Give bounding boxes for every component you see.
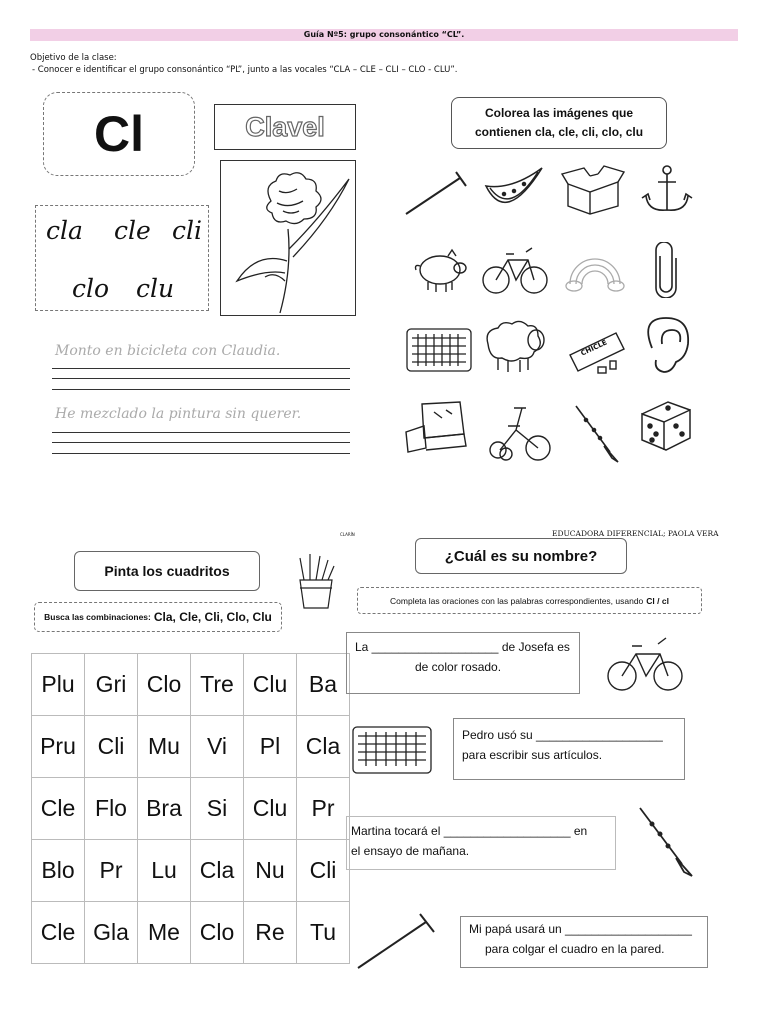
grid-row bbox=[32, 654, 350, 716]
sentence-2-line-2: para escribir sus artículos. bbox=[462, 748, 603, 762]
nail-icon bbox=[354, 910, 442, 972]
busca-values: Cla, Cle, Cli, Clo, Clu bbox=[153, 610, 272, 624]
clarinet-icon bbox=[634, 804, 698, 878]
syllable-grid bbox=[31, 653, 350, 964]
school-logo: CLARÍN bbox=[340, 532, 355, 537]
word-clavel: Clavel bbox=[214, 104, 356, 150]
grid-cell[interactable]: Cle bbox=[32, 778, 85, 840]
sentence-3 bbox=[346, 816, 616, 870]
box-icon bbox=[560, 164, 626, 216]
grid-cell[interactable]: Pru bbox=[32, 716, 85, 778]
sheep-icon bbox=[482, 318, 550, 374]
colorea-instruction bbox=[451, 97, 667, 149]
rainbow-icon bbox=[564, 246, 626, 292]
grid-cell[interactable]: Gla bbox=[85, 902, 138, 964]
completa-instruction bbox=[357, 587, 702, 614]
cursive-cla: cla bbox=[46, 216, 83, 245]
grid-row bbox=[32, 778, 350, 840]
carnation-icon bbox=[221, 161, 355, 315]
grid-cell[interactable]: Clo bbox=[191, 902, 244, 964]
tricycle-icon bbox=[486, 400, 552, 464]
sentence-1-line-1: La ___________________ de Josefa es bbox=[355, 640, 570, 654]
pinta-title: Pinta los cuadritos bbox=[74, 551, 260, 591]
sentence-1 bbox=[346, 632, 580, 694]
nail-icon bbox=[402, 168, 472, 218]
phrase-1: Monto en bicicleta con Claudia. bbox=[55, 343, 281, 359]
grid-cell[interactable]: Cla bbox=[191, 840, 244, 902]
pig-icon bbox=[412, 244, 472, 296]
grid-cell[interactable]: Tre bbox=[191, 654, 244, 716]
colorea-line-2: contienen cla, cle, cli, clo, clu bbox=[474, 125, 644, 139]
sentence-2 bbox=[453, 718, 685, 780]
guide-title: Guía Nº5: grupo consonántico “CL”. bbox=[30, 29, 738, 41]
pencil-cup-icon bbox=[294, 552, 338, 610]
cual-title: ¿Cuál es su nombre? bbox=[415, 538, 627, 574]
grid-cell[interactable]: Blo bbox=[32, 840, 85, 902]
grid-cell[interactable]: Re bbox=[244, 902, 297, 964]
grid-cell[interactable]: Gri bbox=[85, 654, 138, 716]
grid-cell[interactable]: Clu bbox=[244, 778, 297, 840]
keyboard-icon bbox=[404, 326, 474, 374]
chicle-label: CHICLE bbox=[579, 338, 609, 358]
watermelon-icon bbox=[482, 164, 546, 216]
armchair-icon bbox=[404, 398, 470, 456]
paperclip-icon bbox=[650, 242, 682, 298]
busca-label: Busca las combinaciones: bbox=[44, 612, 151, 622]
grid-cell[interactable]: Pl bbox=[244, 716, 297, 778]
grid-cell[interactable]: Cli bbox=[297, 840, 350, 902]
grid-row bbox=[32, 902, 350, 964]
writing-lines-2 bbox=[52, 432, 350, 454]
grid-cell[interactable]: Ba bbox=[297, 654, 350, 716]
grid-row bbox=[32, 840, 350, 902]
grid-cell[interactable]: Lu bbox=[138, 840, 191, 902]
educadora-name: EDUCADORA DIFERENCIAL; PAOLA VERA bbox=[552, 529, 719, 538]
grid-cell[interactable]: Tu bbox=[297, 902, 350, 964]
bicycle-icon bbox=[606, 630, 684, 696]
grid-cell[interactable]: Mu bbox=[138, 716, 191, 778]
busca-instruction bbox=[34, 602, 282, 632]
grid-cell[interactable]: Si bbox=[191, 778, 244, 840]
sentence-1-line-2: de color rosado. bbox=[415, 660, 502, 674]
grid-cell[interactable]: Nu bbox=[244, 840, 297, 902]
grid-cell[interactable]: Plu bbox=[32, 654, 85, 716]
completa-text: Completa las oraciones con las palabras correspondientes, usando bbox=[390, 595, 644, 606]
cursive-cli: cli bbox=[172, 216, 202, 245]
writing-lines-1 bbox=[52, 368, 350, 390]
sentence-4-line-2: para colgar el cuadro en la pared. bbox=[485, 942, 665, 956]
cursive-clo: clo bbox=[72, 274, 110, 303]
sentence-3-line-2: el ensayo de mañana. bbox=[351, 844, 470, 858]
grid-cell[interactable]: Cle bbox=[32, 902, 85, 964]
grid-cell[interactable]: Cli bbox=[85, 716, 138, 778]
grid-cell[interactable]: Flo bbox=[85, 778, 138, 840]
grid-cell[interactable]: Pr bbox=[297, 778, 350, 840]
keyboard-icon bbox=[350, 724, 434, 776]
grid-cell[interactable]: Pr bbox=[85, 840, 138, 902]
grid-cell[interactable]: Clu bbox=[244, 654, 297, 716]
cursive-cle: cle bbox=[114, 216, 151, 245]
sentence-4 bbox=[460, 916, 708, 968]
big-syllable-card: Cl bbox=[43, 92, 195, 176]
anchor-icon bbox=[640, 164, 694, 216]
grid-cell[interactable]: Clo bbox=[138, 654, 191, 716]
clarinet-icon bbox=[572, 402, 622, 464]
sentence-4-line-1: Mi papá usará un ___________________ bbox=[469, 922, 692, 936]
sentence-2-line-1: Pedro usó su ___________________ bbox=[462, 728, 663, 742]
objective-label: Objetivo de la clase: bbox=[30, 53, 117, 63]
cursive-syllables bbox=[35, 205, 209, 311]
phrase-2: He mezclado la pintura sin querer. bbox=[55, 406, 302, 422]
completa-bold: Cl / cl bbox=[646, 595, 669, 606]
objective bbox=[30, 52, 458, 76]
bicycle-icon bbox=[482, 240, 548, 298]
cursive-clu: clu bbox=[136, 274, 175, 303]
dice-icon bbox=[638, 398, 696, 454]
grid-cell[interactable]: Vi bbox=[191, 716, 244, 778]
colorea-line-1: Colorea las imágenes que bbox=[484, 106, 634, 120]
grid-cell[interactable]: Cla bbox=[297, 716, 350, 778]
chicle-icon bbox=[566, 327, 626, 379]
ear-icon bbox=[640, 314, 692, 376]
chicle-image bbox=[566, 327, 626, 379]
grid-row bbox=[32, 716, 350, 778]
grid-cell[interactable]: Bra bbox=[138, 778, 191, 840]
grid-cell[interactable]: Me bbox=[138, 902, 191, 964]
sentence-3-line-1: Martina tocará el ___________________ en bbox=[351, 824, 588, 838]
objective-text: - Conocer e identificar el grupo consonántico “PL”, junto a las vocales “CLA – CLE – CLI – CLO - CLU”. bbox=[32, 65, 458, 75]
carnation-image bbox=[220, 160, 356, 316]
